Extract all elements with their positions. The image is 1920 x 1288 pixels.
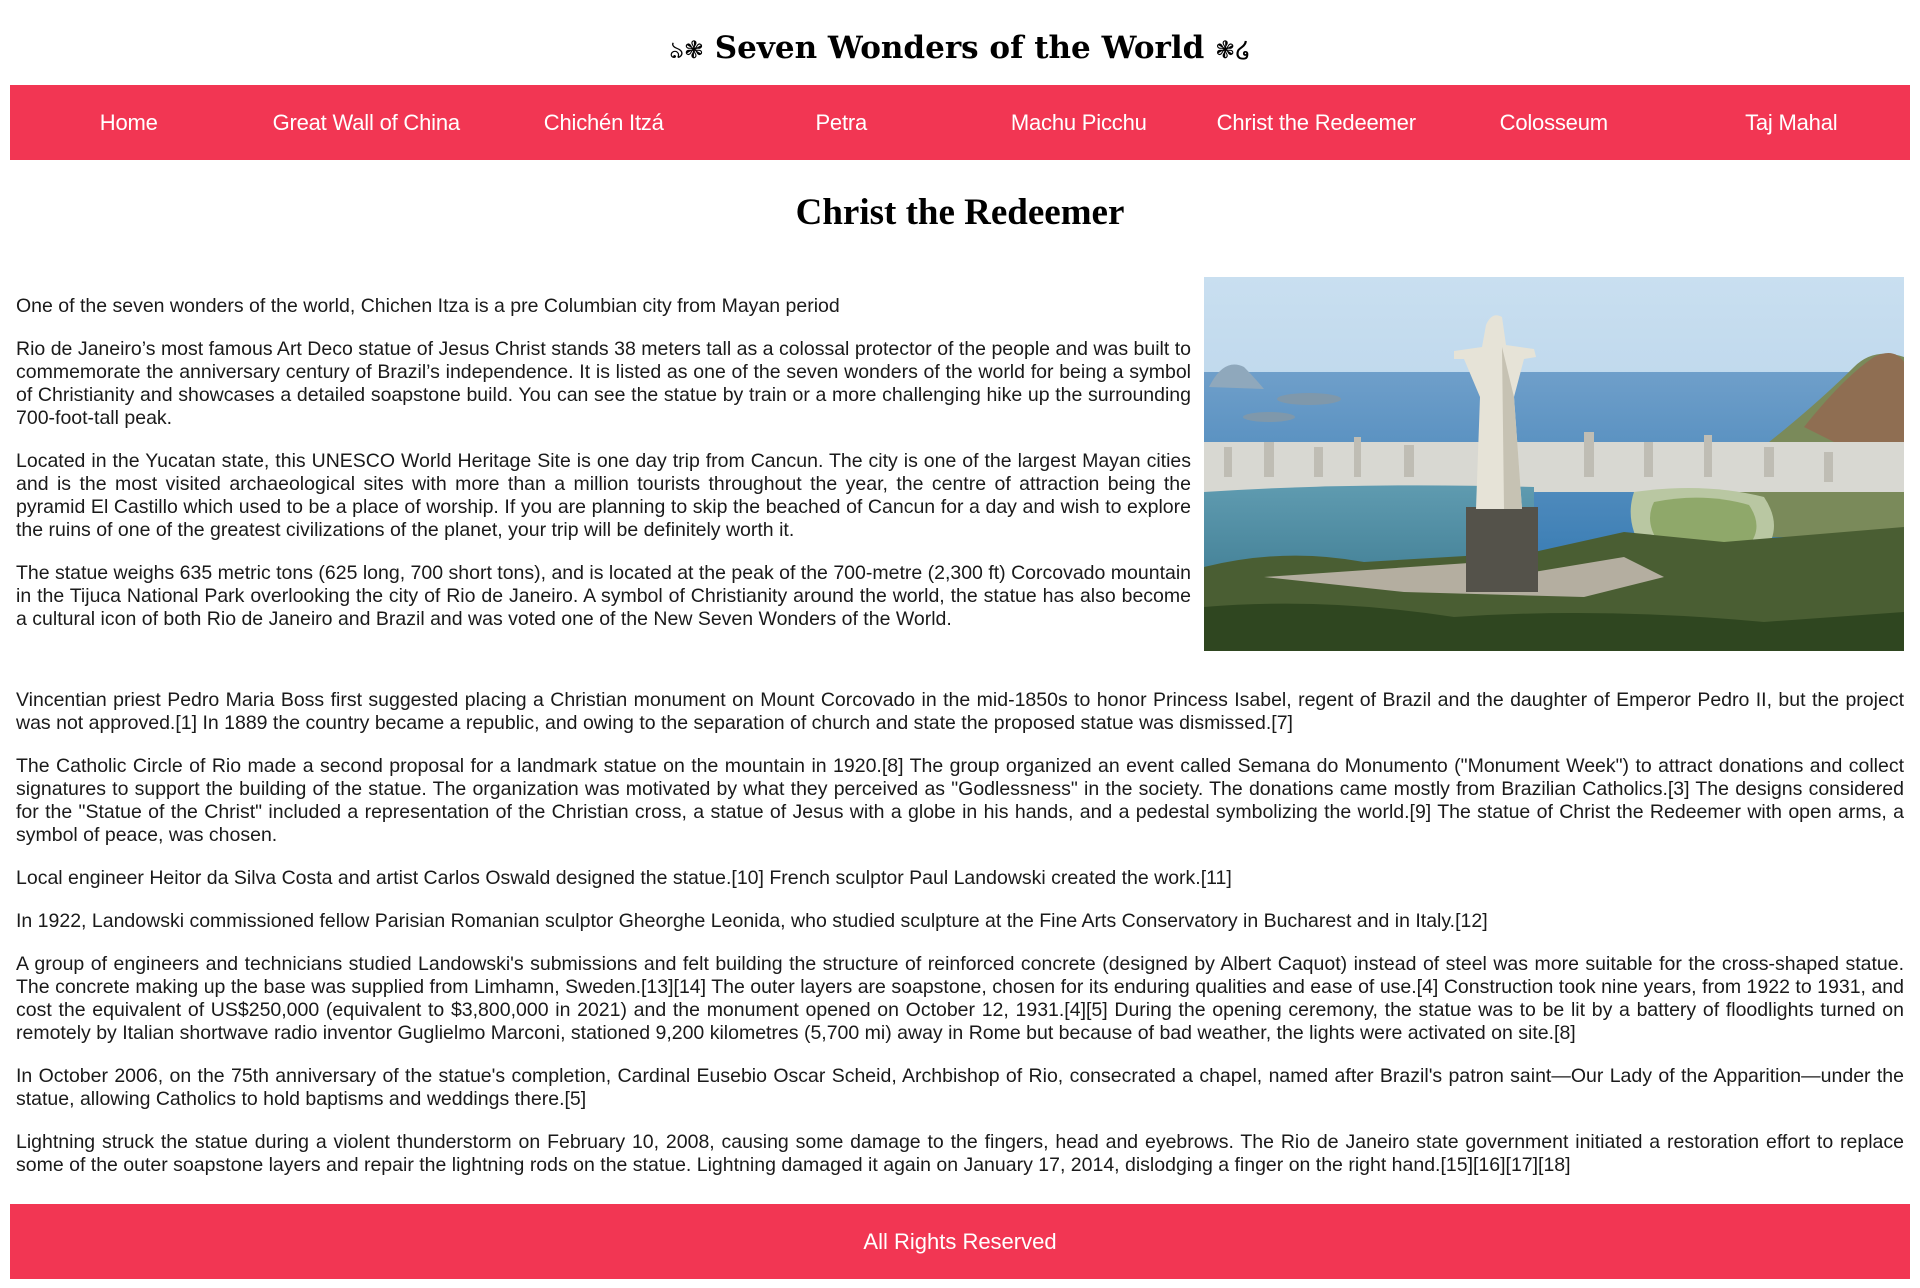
nav-item-great-wall-of-china[interactable]: Great Wall of China [272, 109, 460, 135]
intro-paragraph: Rio de Janeiro’s most famous Art Deco statue of Jesus Christ stands 38 meters tall as a colossal protector of the people and was built to commemorate the anniversary century of Brazil’s independence. It is listed as one of the seven wonders of the world for being a symbol of Christianity and showcases a detailed soapstone build. You can see the statue by train or a more challenging hike up the surrounding 700-foot-tall peak. [16, 338, 1191, 429]
history-paragraph: In October 2006, on the 75th anniversary of the statue's completion, Cardinal Eusebio Oscar Scheid, Archbishop of Rio, consecrated a chapel, named after Brazil's patron saint—Our Lady of the Apparition—under the statue, allowing Catholics to hold baptisms and weddings there.[5] [16, 1065, 1904, 1110]
nav-item-colosseum[interactable]: Colosseum [1499, 109, 1608, 135]
ornament-left-icon: ঌ❃ [669, 36, 704, 64]
ornament-right-icon: ❃໒ [1215, 36, 1251, 64]
nav-item-petra[interactable]: Petra [815, 109, 868, 135]
intro-section [16, 295, 1191, 651]
statue-photo-illustration [1204, 277, 1904, 651]
nav-item-taj-mahal[interactable]: Taj Mahal [1745, 109, 1838, 135]
site-title-text: Seven Wonders of the World [714, 30, 1205, 66]
footer-text: All Rights Reserved [863, 1228, 1057, 1254]
page-heading: Christ the Redeemer [795, 192, 1125, 233]
main-navbar [10, 85, 1910, 160]
history-paragraph: Vincentian priest Pedro Maria Boss first suggested placing a Christian monument on Mount Corcovado in the mid-1850s to honor Princess Isabel, regent of Brazil and the daughter of Emperor Pedro II, but the project was not approved.[1] In 1889 the country became a republic, and owing to the separation of church and state the proposed statue was dismissed.[7] [16, 689, 1904, 734]
nav-item-home[interactable]: Home [99, 109, 158, 135]
site-footer [10, 1204, 1910, 1279]
christ-the-redeemer-image [1204, 277, 1904, 651]
nav-item-chichen-itza[interactable]: Chichén Itzá [543, 109, 664, 135]
history-section [16, 689, 1904, 1197]
history-paragraph: The Catholic Circle of Rio made a second proposal for a landmark statue on the mountain in 1920.[8] The group organized an event called Semana do Monumento ("Monument Week") to attract donations and collect signatures to support the building of the statue. The organization was motivated by what they perceived as "Godlessness" in the society. The donations came mostly from Brazilian Catholics.[3] The designs considered for the "Statue of the Christ" included a representation of the Christian cross, a statue of Jesus with a globe in his hands, and a pedestal symbolizing the world.[9] The statue of Christ the Redeemer with open arms, a symbol of peace, was chosen. [16, 755, 1904, 846]
history-paragraph: Lightning struck the statue during a violent thunderstorm on February 10, 2008, causing some damage to the fingers, head and eyebrows. The Rio de Janeiro state government initiated a restoration effort to replace some of the outer soapstone layers and repair the lightning rods on the statue. Lightning damaged it again on January 17, 2014, dislodging a finger on the right hand.[15][16][17][18] [16, 1131, 1904, 1176]
intro-paragraph: Located in the Yucatan state, this UNESCO World Heritage Site is one day trip from Cancun. The city is one of the largest Mayan cities and is the most visited archaeological sites with more than a million tourists throughout the year, the centre of attraction being the pyramid El Castillo which used to be a place of worship. If you are planning to skip the beached of Cancun for a day and wish to explore the ruins of one of the greatest civilizations of the planet, your trip will be definitely worth it. [16, 450, 1191, 541]
nav-item-machu-picchu[interactable]: Machu Picchu [1010, 109, 1147, 135]
site-title [0, 26, 1920, 72]
nav-item-christ-the-redeemer[interactable]: Christ the Redeemer [1216, 109, 1416, 135]
intro-paragraph: The statue weighs 635 metric tons (625 long, 700 short tons), and is located at the peak of the 700-metre (2,300 ft) Corcovado mountain in the Tijuca National Park overlooking the city of Rio de Janeiro. A symbol of Christianity around the world, the statue has also become a cultural icon of both Rio de Janeiro and Brazil and was voted one of the New Seven Wonders of the World. [16, 562, 1192, 630]
history-paragraph: Local engineer Heitor da Silva Costa and artist Carlos Oswald designed the statue.[10] French sculptor Paul Landowski created the work.[11] [16, 867, 1232, 889]
intro-paragraph: One of the seven wonders of the world, Chichen Itza is a pre Columbian city from Mayan period [16, 295, 840, 317]
history-paragraph: In 1922, Landowski commissioned fellow Parisian Romanian sculptor Gheorghe Leonida, who studied sculpture at the Fine Arts Conservatory in Bucharest and in Italy.[12] [16, 910, 1488, 932]
history-paragraph: A group of engineers and technicians studied Landowski's submissions and felt building the structure of reinforced concrete (designed by Albert Caquot) instead of steel was more suitable for the cross-shaped statue. The concrete making up the base was supplied from Limhamn, Sweden.[13][14] The outer layers are soapstone, chosen for its enduring qualities and ease of use.[4] Construction took nine years, from 1922 to 1931, and cost the equivalent of US$250,000 (equivalent to $3,800,000 in 2021) and the monument opened on October 12, 1931.[4][5] During the opening ceremony, the statue was to be lit by a battery of floodlights turned on remotely by Italian shortwave radio inventor Guglielmo Marconi, stationed 9,200 kilometres (5,700 mi) away in Rome but because of bad weather, the lights were activated on site.[8] [16, 953, 1904, 1044]
